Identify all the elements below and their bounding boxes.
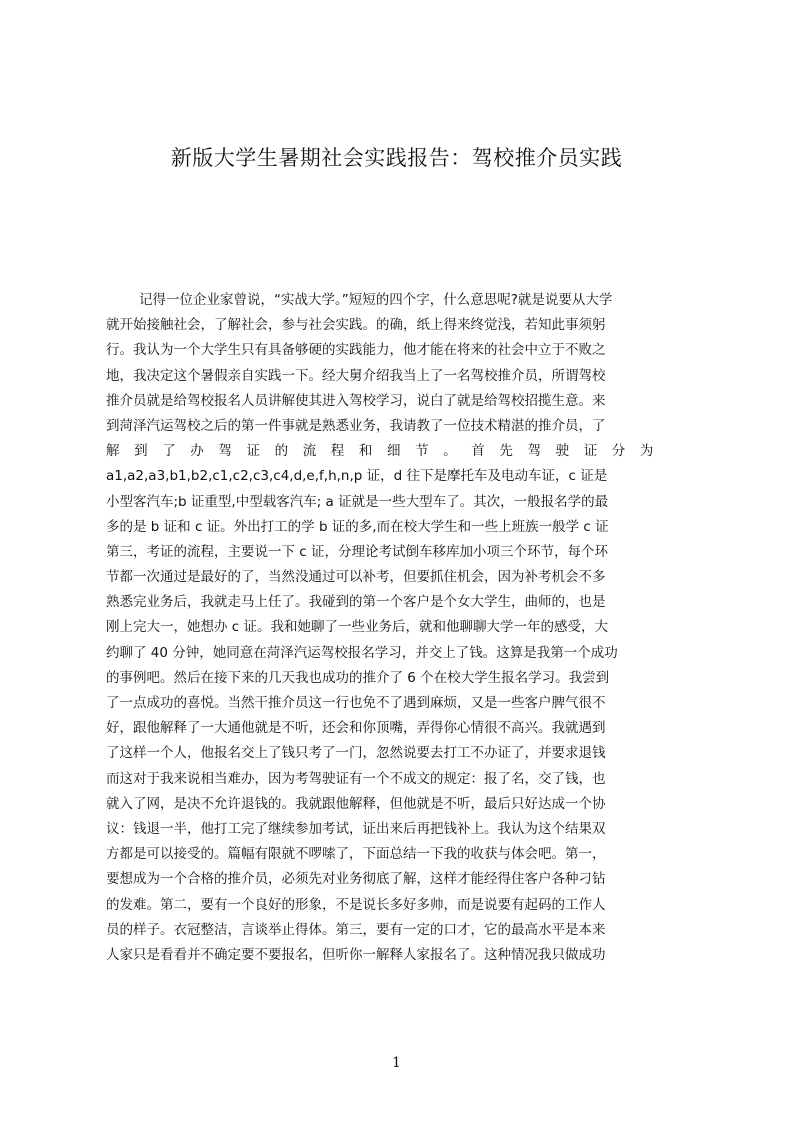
paragraph-line: 节都一次通过是最好的了，当然没通过可以补考，但要抓住机会，因为补考机会不多	[106, 569, 606, 586]
paragraph-line: 行。我认为一个大学生只有具备够硬的实践能力，他才能在将来的社会中立于不败之	[106, 342, 606, 359]
paragraph-line: a1,a2,a3,b1,b2,c1,c2,c3,c4,d,e,f,h,n,p 证，d 往下是摩托车及电动车证，c 证是	[106, 468, 608, 485]
paragraph-line: 就入了网，是决不允许退钱的。我就跟他解释，但他就是不听，最后只好达成一个协	[106, 795, 606, 812]
paragraph-line: 员的样子。衣冠整洁，言谈举止得体。第三，要有一定的口才，它的最高水平是本来	[106, 921, 606, 938]
body-paragraph	[106, 288, 698, 1028]
paragraph-line: 记得一位企业家曾说，“实战大学。”短短的四个字，什么意思呢?就是说要从大学	[139, 292, 613, 308]
page-number: 1	[392, 1055, 401, 1071]
paragraph-line: 就开始接触社会，了解社会，参与社会实践。的确，纸上得来终觉浅，若知此事须躬	[106, 317, 606, 334]
paragraph-line: 了一点成功的喜悦。当然干推介员这一行也免不了遇到麻烦，又是一些客户脾气很不	[106, 695, 606, 711]
paragraph-line: 而这对于我来说相当难办，因为考驾驶证有一个不成文的规定：报了名，交了钱，也	[106, 770, 606, 787]
paragraph-line: 小型客汽车;b 证重型,中型载客汽车; a 证就是一些大型车了。其次，一般报名学的最	[106, 493, 609, 510]
paragraph-line: 议：钱退一半，他打工完了继续参加考试，证出来后再把钱补上。我认为这个结果双	[106, 820, 606, 837]
paragraph-line: 多的是 b 证和 c 证。外出打工的学 b 证的多,而在校大学生和一些上班族一般学 c 证	[106, 518, 609, 535]
paragraph-line: 方都是可以接受的。篇幅有限就不啰嗦了，下面总结一下我的收获与体会吧。第一，	[106, 846, 606, 863]
paragraph-line: 约聊了 40 分钟，她同意在菏泽汽运驾校报名学习，并交上了钱。这算是我第一个成功	[106, 644, 618, 661]
paragraph-line: 人家只是看看并不确定要不要报名，但听你一解释人家报名了。这种情况我只做成功	[106, 946, 606, 963]
paragraph-line: 第三，考证的流程，主要说一下 c 证，分理论考试倒车移库加小项三个环节，每个环	[106, 543, 609, 560]
paragraph-line: 地，我决定这个暑假亲自实践一下。经大舅介绍我当上了一名驾校推介员，所谓驾校	[106, 367, 606, 384]
paragraph-line: 熟悉完业务后，我就走马上任了。我碰到的第一个客户是个女大学生，曲师的，也是	[106, 594, 606, 611]
paragraph-line: 了这样一个人，他报名交上了钱只考了一门，忽然说要去打工不办证了，并要求退钱	[106, 745, 606, 762]
paragraph-line: 要想成为一个合格的推介员，必须先对业务彻底了解，这样才能经得住客户各种刁钻	[106, 871, 606, 888]
paragraph-line: 刚上完大一，她想办 c 证。我和她聊了一些业务后，就和他聊聊大学一年的感受，大	[106, 619, 609, 636]
paragraph-line: 好，跟他解释了一大通他就是不听，还会和你顶嘴，弄得你心情很不高兴。我就遇到	[106, 720, 606, 737]
paragraph-line: 的事例吧。然后在接下来的几天我也成功的推介了 6 个在校大学生报名学习。我尝到	[106, 669, 610, 686]
document-title: 新版大学生暑期社会实践报告：驾校推介员实践	[170, 146, 623, 170]
paragraph-line: 到菏泽汽运驾校之后的第一件事就是熟悉业务，我请教了一位技术精湛的推介员，了	[106, 417, 606, 434]
paragraph-line: 解到了办驾证的流程和细节。首先驾驶证分为	[106, 443, 668, 460]
paragraph-line: 的发难。第二，要有一个良好的形象，不是说长多好多帅，而是说要有起码的工作人	[106, 896, 606, 913]
paragraph-line: 推介员就是给驾校报名人员讲解使其进入驾校学习，说白了就是给驾校招揽生意。来	[106, 392, 606, 409]
